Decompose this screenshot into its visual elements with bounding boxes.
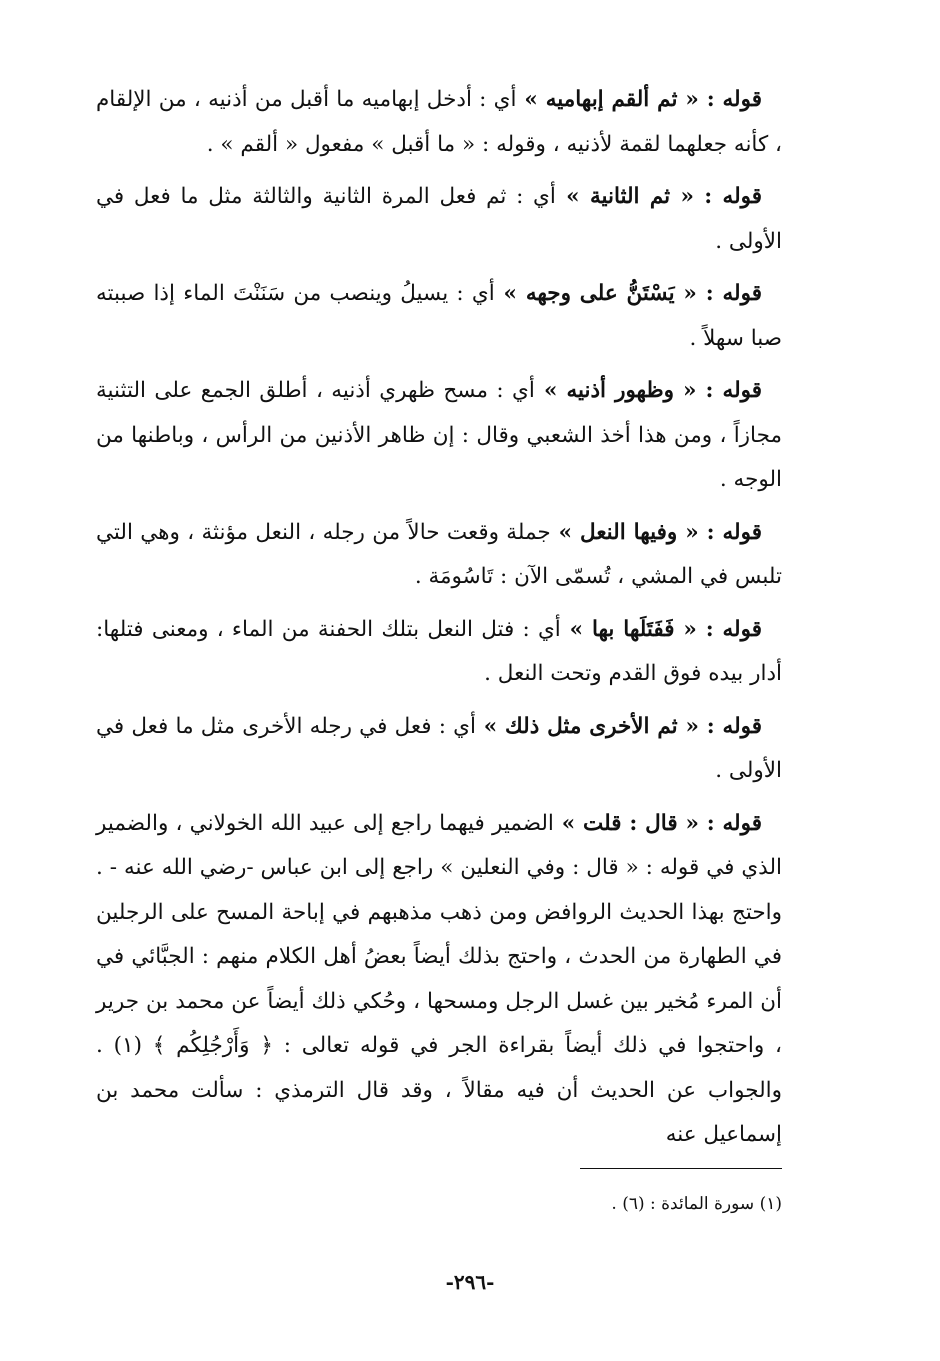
paragraph-5-body: جملة وقعت حالاً من رجله ، النعل مؤنثة ، وهي التي تلبس في المشي ، تُسمّى الآن : تَاسُومَة . (96, 519, 782, 589)
paragraph-8-lead: قوله : « قال : قلت » (553, 810, 762, 836)
paragraph-4-body: أي : مسح ظهري أذنيه ، أطلق الجمع على التثنية مجازاً ، ومن هذا أخذ الشعبي وقال : إن ظاهر الأذنين من الرأس ، وباطنها من الوجه . (96, 378, 782, 492)
paragraph-1-body: أي : أدخل إبهاميه ما أقبل من أذنيه ، من الإلقام ، كأنه جعلهما لقمة لأذنيه ، وقوله : « ما أقبل » مفعول « ألقم » . (96, 87, 782, 157)
paragraph-3-lead: قوله : « يَسْتَنُّ على وجهه » (494, 281, 762, 306)
paragraph-5-lead: قوله : « وفيها النعل » (550, 519, 762, 545)
paragraph-2-lead: قوله : « ثم الثانية » (555, 184, 763, 209)
page-number: -٢٩٦- (445, 1270, 495, 1294)
paragraph-8 (96, 802, 782, 1158)
paragraph-6-body: أي : فتل النعل بتلك الحفنة من الماء ، ومعنى فتلها: أدار بيده فوق القدم وتحت النعل . (96, 616, 782, 686)
paragraph-4-lead: قوله : « وظهور أذنيه » (534, 378, 763, 403)
footnote-divider (580, 1168, 782, 1169)
paragraph-3-body: أي : يسيلُ وينصب من سَنَنْتَ الماء إذا صببته صبا سهلاً . (96, 281, 782, 351)
paragraph-6 (96, 608, 782, 697)
paragraph-2-body: أي : ثم فعل المرة الثانية والثالثة مثل ما فعل في الأولى . (96, 184, 782, 254)
paragraph-2 (96, 175, 782, 264)
paragraph-4 (96, 369, 782, 503)
page-body (96, 78, 782, 1166)
paragraph-5 (96, 511, 782, 600)
paragraph-6-lead: قوله : « فَفَتَلَها بها » (560, 616, 762, 642)
paragraph-8-body: الضمير فيهما راجع إلى عبيد الله الخولاني ، والضمير الذي في قوله : « قال : وفي النعلين » راجع إلى ابن عباس -رضي الله عنه - . واحتج بهذا الحديث الروافض ومن ذهب مذهبهم في إباحة المسح على الرجلين في الطهارة من الحدث ، واحتج بذلك أيضاً بعضُ أهل الكلام منهم : الجبَّائي في أن المرء مُخير بين غسل الرجل ومسحها ، وحُكي ذلك أيضاً عن محمد بن جرير ، واحتجوا في ذلك أيضاً بقراءة الجر في قوله تعالى : ﴿ وَأَرْجُلِكُم ﴾ (١) . والجواب عن الحديث أن فيه مقالاً ، وقد قال الترمذي : سألت محمد بن إسماعيل عنه (96, 810, 782, 1147)
paragraph-1-lead: قوله : « ثم ألقم إبهاميه » (516, 87, 762, 112)
paragraph-7-body: أي : فعل في رجله الأخرى مثل ما فعل في الأولى . (96, 713, 782, 783)
paragraph-3 (96, 272, 782, 361)
footnote: (١) سورة المائدة : (٦) . (611, 1194, 782, 1214)
paragraph-1 (96, 78, 782, 167)
paragraph-7-lead: قوله : « ثم الأخرى مثل ذلك » (475, 713, 763, 739)
paragraph-7 (96, 705, 782, 794)
